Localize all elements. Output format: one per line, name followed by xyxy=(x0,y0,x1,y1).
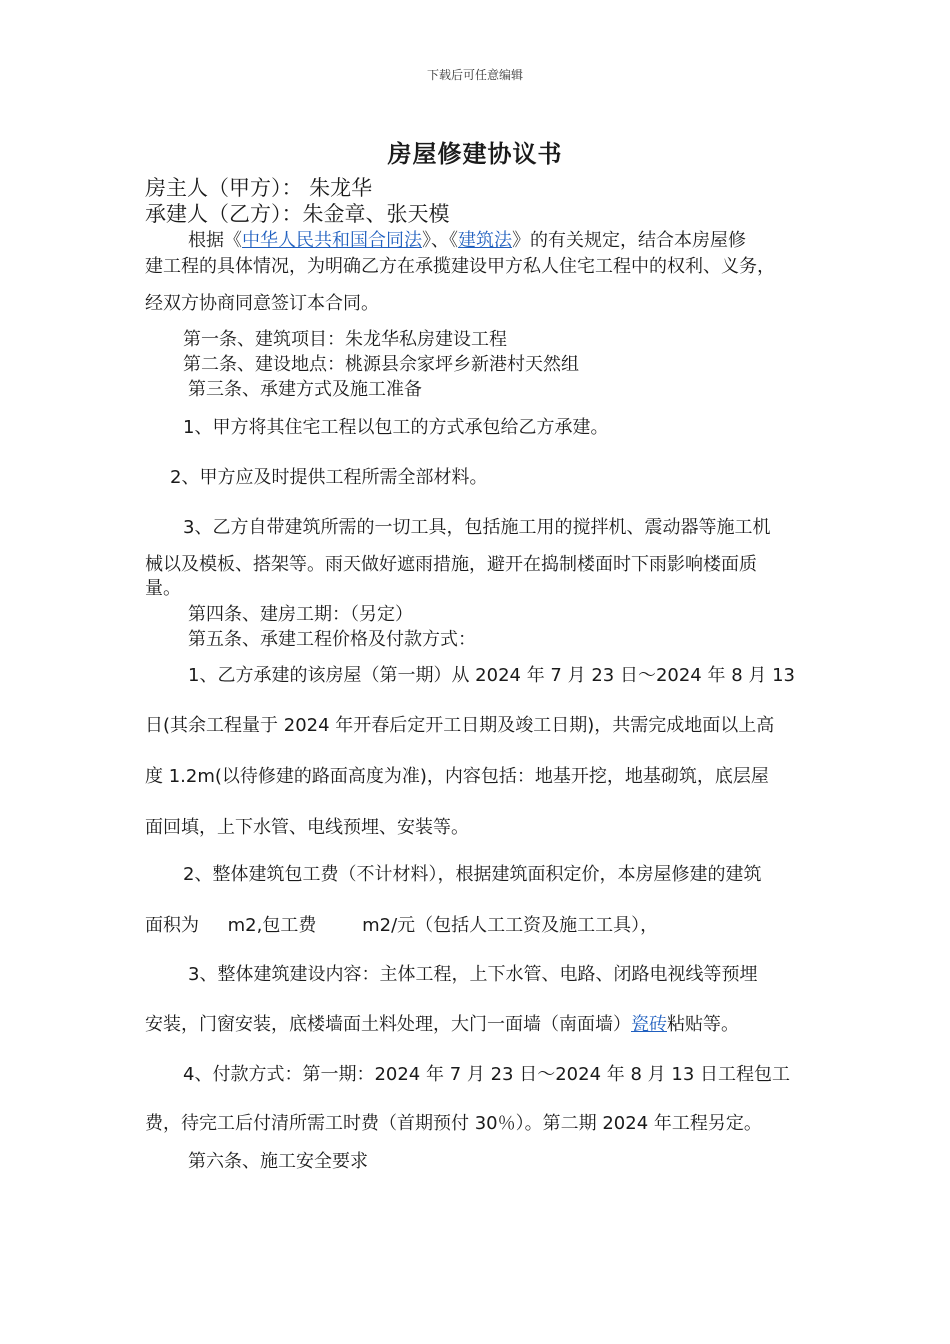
article-3-item-2: 2、甲方应及时提供工程所需全部材料。 xyxy=(170,467,488,488)
article-5-item-1-line-1: 1、乙方承建的该房屋（第一期）从 2024 年 7 月 23 日～2024 年 8 月 13 xyxy=(188,665,795,686)
intro-line-1 xyxy=(188,226,746,252)
article-3-item-3-line-2: 械以及模板、搭架等。雨天做好遮雨措施，避开在捣制楼面时下雨影响楼面质 xyxy=(145,554,757,575)
intro-line-2: 建工程的具体情况，为明确乙方在承揽建设甲方私人住宅工程中的权利、义务， xyxy=(145,256,775,277)
intro-text: 》的有关规定，结合本房屋修 xyxy=(512,230,746,251)
article-5-item-1-line-3: 度 1.2m(以待修建的路面高度为准)，内容包括：地基开挖，地基砌筑，底层屋 xyxy=(145,766,769,787)
owner-party: 房主人（甲方）： 朱龙华 xyxy=(145,176,373,200)
article-6: 第六条、施工安全要求 xyxy=(188,1151,368,1172)
article-1: 第一条、建筑项目：朱龙华私房建设工程 xyxy=(183,329,507,350)
intro-text: 》、《 xyxy=(422,230,458,251)
intro-line-3: 经双方协商同意签订本合同。 xyxy=(145,293,379,314)
item-text: 安装，门窗安装，底楼墙面土料处理，大门一面墙（南面墙） xyxy=(145,1014,631,1035)
article-3-item-1: 1、甲方将其住宅工程以包工的方式承包给乙方承建。 xyxy=(183,417,609,438)
article-5-item-3-line-1: 3、整体建筑建设内容：主体工程，上下水管、电路、闭路电视线等预埋 xyxy=(188,964,758,985)
article-5-item-4-line-2: 费，待完工后付清所需工时费（首期预付 30％）。第二期 2024 年工程另定。 xyxy=(145,1113,762,1134)
page-header: 下载后可任意编辑 xyxy=(426,68,523,82)
item-text: 粘贴等。 xyxy=(667,1014,739,1035)
article-3-item-3-line-3: 量。 xyxy=(145,578,181,599)
contract-law-link[interactable]: 中华人民共和国合同法 xyxy=(242,230,422,251)
article-5-item-1-line-2: 日(其余工程量于 2024 年开春后定开工日期及竣工日期)，共需完成地面以上高 xyxy=(145,715,775,736)
article-5: 第五条、承建工程价格及付款方式： xyxy=(188,629,476,650)
article-3: 第三条、承建方式及施工准备 xyxy=(188,379,422,400)
construction-law-link[interactable]: 建筑法 xyxy=(458,230,512,251)
builder-party: 承建人（乙方）：朱金章、张天模 xyxy=(145,202,450,226)
article-5-item-1-line-4: 面回填，上下水管、电线预埋、安装等。 xyxy=(145,817,469,838)
document-title: 房屋修建协议书 xyxy=(387,139,563,168)
article-5-item-2-line-2: 面积为 m2,包工费 m2/元（包括人工工资及施工工具）， xyxy=(145,915,659,936)
article-5-item-4-line-1: 4、付款方式：第一期：2024 年 7 月 23 日～2024 年 8 月 13 日工程包工 xyxy=(183,1064,790,1085)
article-2: 第二条、建设地点：桃源县佘家坪乡新港村天然组 xyxy=(183,354,579,375)
article-5-item-3-line-2 xyxy=(145,1010,739,1036)
article-4: 第四条、建房工期：（另定） xyxy=(188,604,413,625)
intro-text: 根据《 xyxy=(188,230,242,251)
article-3-item-3-line-1: 3、乙方自带建筑所需的一切工具，包括施工用的搅拌机、震动器等施工机 xyxy=(183,517,771,538)
article-5-item-2-line-1: 2、整体建筑包工费（不计材料），根据建筑面积定价，本房屋修建的建筑 xyxy=(183,864,762,885)
tile-link[interactable]: 瓷砖 xyxy=(631,1014,667,1035)
